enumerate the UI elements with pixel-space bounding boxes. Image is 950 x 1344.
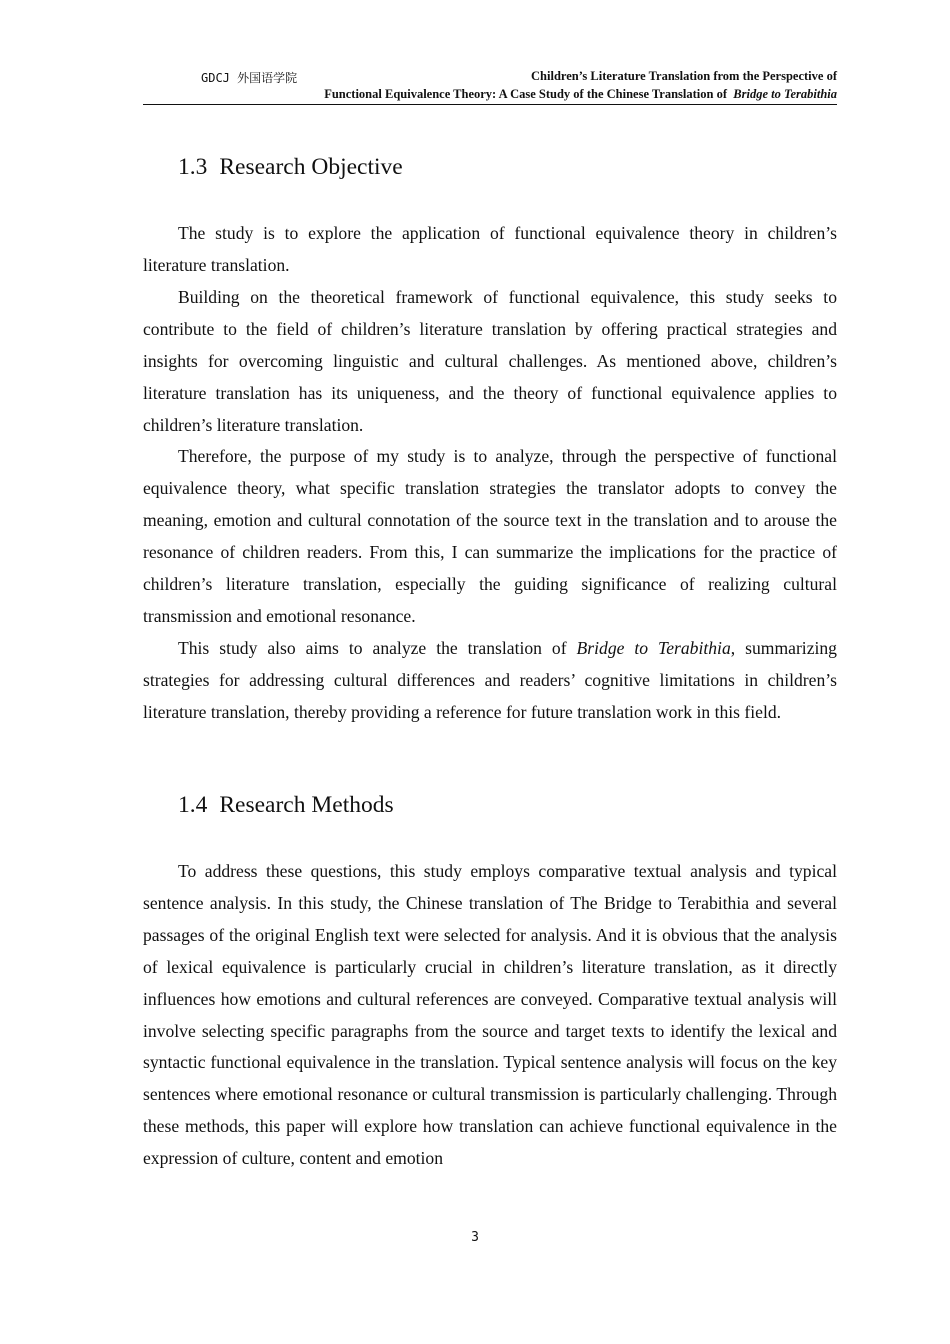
section-heading-research-objective (178, 154, 403, 181)
paragraph-text: , summarizing strategies for addressing cultural differences and readers’ cognitive limitations in children’s literature translation, thereby providing a reference for future translation work in this field. (143, 638, 837, 722)
header-title-line1: Children’s Literature Translation from the Perspective of (531, 69, 837, 83)
paragraph (143, 633, 837, 729)
section-title: Research Objective (219, 154, 403, 180)
header-title-line2-text: Functional Equivalence Theory: A Case Study of the Chinese Translation of (324, 87, 728, 101)
paragraph-text: This study also aims to analyze the translation of (178, 638, 577, 658)
page-number: 3 (471, 1230, 479, 1245)
section-number: 1.4 (178, 792, 208, 818)
section-title: Research Methods (219, 792, 394, 818)
section-heading-research-methods (178, 792, 394, 819)
section-number: 1.3 (178, 154, 208, 180)
book-title: Bridge to Terabithia (576, 638, 731, 658)
header-institution: GDCJ 外国语学院 (201, 71, 298, 85)
header-title-italic: Bridge to Terabithia (733, 87, 837, 101)
paragraph: Therefore, the purpose of my study is to analyze, through the perspective of functional equivalence theory, what specific translation strategies the translator adopts to convey the meaning, emotion and cultural connotation of the source text in the translation and to arouse the resonance of children readers. From this, I can summarize the implications for the practice of children’s literature translation, especially the guiding significance of realizing cultural transmission and emotional resonance. (143, 446, 837, 626)
header-title-line2 (324, 87, 837, 102)
paragraph: To address these questions, this study employs comparative textual analysis and typical sentence analysis. In this study, the Chinese translation of The Bridge to Terabithia and several passages of the original English text were selected for analysis. And it is obvious that the analysis of lexical equivalence is particularly crucial in children’s literature translation, as it directly influences how emotions and cultural references are conveyed. Comparative textual analysis will involve selecting specific paragraphs from the source and target texts to identify the lexical and syntactic functional equivalence in the translation. Typical sentence analysis will focus on the key sentences where emotional resonance or cultural transmission is particularly challenging. Through these methods, this paper will explore how translation can achieve functional equivalence in the expression of culture, content and emotion (143, 861, 837, 1169)
running-header (143, 68, 837, 105)
paragraph: Building on the theoretical framework of functional equivalence, this study seeks to contribute to the field of children’s literature translation by offering practical strategies and insights for overcoming linguistic and cultural challenges. As mentioned above, children’s literature translation has its uniqueness, and the theory of functional equivalence applies to children’s literature translation. (143, 287, 837, 435)
paragraph: The study is to explore the application of functional equivalence theory in children’s literature translation. (143, 223, 837, 275)
